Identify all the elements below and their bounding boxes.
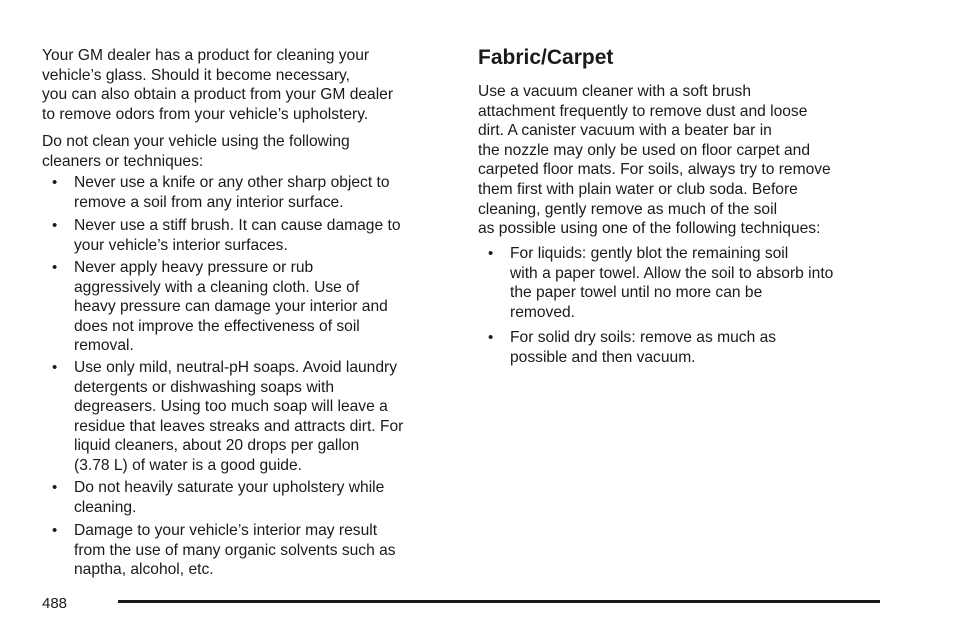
text-line: the paper towel until no more can be xyxy=(510,284,763,302)
text-line: attachment frequently to remove dust and loose xyxy=(478,102,808,120)
text-line: your vehicle’s interior surfaces. xyxy=(74,236,288,254)
text-line: detergents or dishwashing soaps with xyxy=(74,378,335,396)
text-line: Never use a knife or any other sharp object to xyxy=(74,174,390,191)
text-line: cleaning. xyxy=(74,498,137,516)
bullet-icon: • xyxy=(52,259,58,276)
text-line: Use only mild, neutral-pH soaps. Avoid laundry xyxy=(74,359,398,376)
text-line: remove a soil from any interior surface. xyxy=(74,193,344,211)
bullet-icon: • xyxy=(52,217,58,234)
text-line: (3.78 L) of water is a good guide. xyxy=(74,456,302,474)
bullet-icon: • xyxy=(52,359,58,376)
text-line: vehicle’s glass. Should it become necessary, xyxy=(42,66,350,84)
text-line: cleaners or techniques: xyxy=(42,152,204,170)
footer-rule xyxy=(118,600,880,603)
bullet-icon: • xyxy=(488,329,494,346)
text-line: Use a vacuum cleaner with a soft brush xyxy=(478,83,752,100)
text-line: dirt. A canister vacuum with a beater bar in xyxy=(478,122,772,140)
text-line: cleaning, gently remove as much of the soil xyxy=(478,200,778,218)
text-line: aggressively with a cleaning cloth. Use of xyxy=(74,278,360,296)
page-number: 488 xyxy=(42,595,68,612)
text-line: you can also obtain a product from your GM dealer xyxy=(42,86,394,104)
text-line: Do not clean your vehicle using the following xyxy=(42,133,350,150)
text-line: residue that leaves streaks and attracts dirt. For xyxy=(74,417,404,435)
text-line: liquid cleaners, about 20 drops per gallon xyxy=(74,437,360,455)
text-line: degreasers. Using too much soap will leave a xyxy=(74,398,388,416)
text-line: possible and then vacuum. xyxy=(510,348,696,366)
text-line: Never apply heavy pressure or rub xyxy=(74,259,314,276)
fabric-carpet-paragraph xyxy=(478,82,831,239)
text-line: For liquids: gently blot the remaining soil xyxy=(510,245,789,262)
intro-paragraph xyxy=(42,46,393,124)
text-line: removal. xyxy=(74,337,134,355)
bullet-icon: • xyxy=(52,174,58,191)
bullet-icon: • xyxy=(52,522,58,539)
text-line: does not improve the effectiveness of soil xyxy=(74,317,360,335)
section-heading: Fabric/Carpet xyxy=(478,46,614,69)
text-line: them first with plain water or club soda. Before xyxy=(478,180,798,198)
bullet-icon: • xyxy=(52,479,58,496)
text-line: Damage to your vehicle’s interior may result xyxy=(74,522,378,539)
text-line: Never use a stiff brush. It can cause damage to xyxy=(74,217,401,234)
text-line: Your GM dealer has a product for cleaning your xyxy=(42,47,370,64)
bullet-icon: • xyxy=(488,245,494,262)
text-line: to remove odors from your vehicle’s upholstery. xyxy=(42,105,369,123)
text-line: heavy pressure can damage your interior and xyxy=(74,298,388,316)
text-line: naptha, alcohol, etc. xyxy=(74,561,214,579)
text-line: with a paper towel. Allow the soil to absorb into xyxy=(510,264,834,282)
text-line: For solid dry soils: remove as much as xyxy=(510,329,777,346)
text-line: the nozzle may only be used on floor carpet and xyxy=(478,141,811,159)
text-line: carpeted floor mats. For soils, always try to remove xyxy=(478,161,831,179)
text-line: Do not heavily saturate your upholstery while xyxy=(74,479,385,496)
text-line: removed. xyxy=(510,303,576,321)
warning-intro-paragraph xyxy=(42,132,350,171)
text-line: from the use of many organic solvents such as xyxy=(74,541,396,559)
text-line: as possible using one of the following techniques: xyxy=(478,220,821,238)
